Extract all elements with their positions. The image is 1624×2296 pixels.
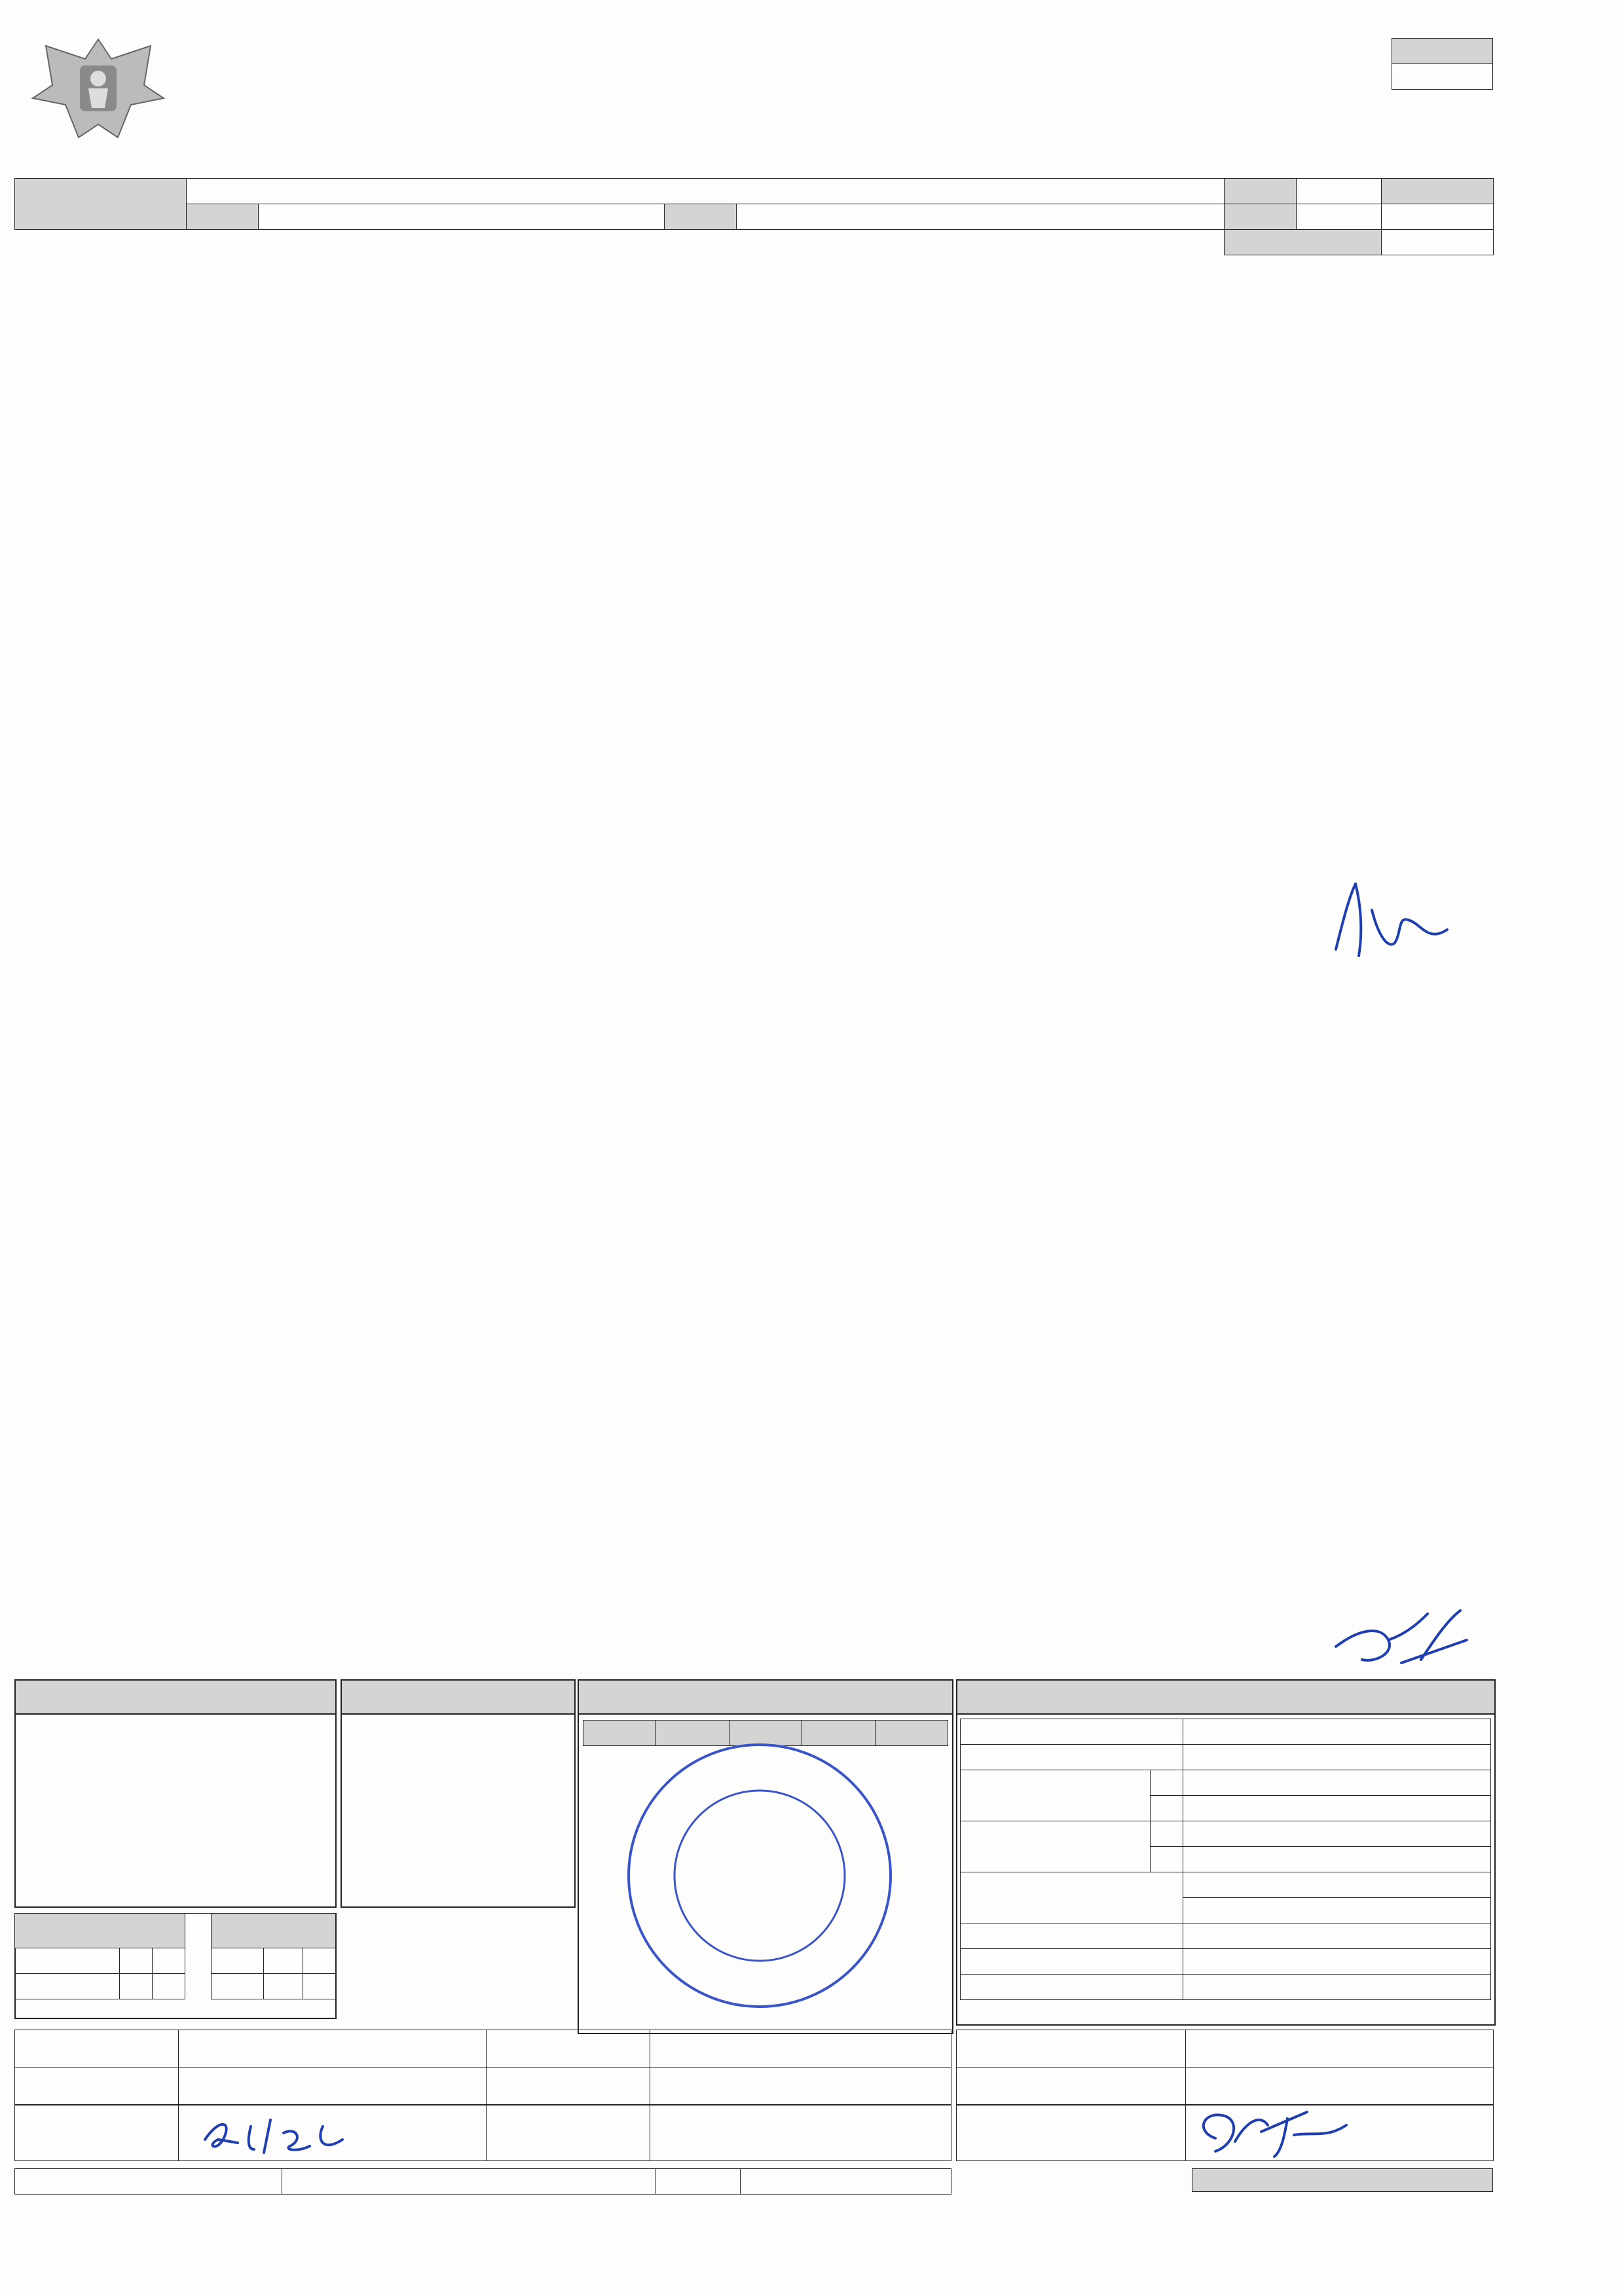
birth-year-label — [1225, 230, 1382, 255]
line-referee-label-1 — [487, 2030, 650, 2068]
registrars-label — [961, 1821, 1151, 1872]
time-value — [1297, 204, 1382, 230]
head-referee-label-2 — [15, 2068, 179, 2105]
officials-title — [957, 1681, 1494, 1715]
reserve-line-label — [961, 1949, 1183, 1975]
inspector-table — [956, 2030, 1494, 2105]
match-end-hour — [120, 1974, 153, 1999]
referees-table — [14, 2030, 951, 2105]
timekeeper-name — [1183, 1719, 1491, 1745]
secretary-signature — [1189, 2105, 1359, 2159]
city-value — [259, 204, 665, 230]
goal-judges-label — [961, 1872, 1183, 1923]
match-start-minute — [153, 1948, 185, 1974]
time-label — [1225, 204, 1297, 230]
informer-name — [1183, 1745, 1491, 1770]
line-referee-label-2 — [487, 2068, 650, 2105]
head-referee-signature — [192, 2107, 388, 2159]
timeout-a-min — [264, 1948, 303, 1974]
secretary-signature-label — [957, 2105, 1186, 2161]
informer-label — [961, 1745, 1183, 1770]
officials-table — [960, 1719, 1491, 2000]
date-label — [1225, 179, 1297, 204]
head-referee-1 — [179, 2030, 487, 2068]
remarks-table — [1192, 2168, 1493, 2192]
goal-judge-2 — [1183, 1898, 1491, 1923]
period-results-title — [16, 1681, 335, 1715]
hockey-russia-emblem — [20, 26, 177, 157]
inspector-label — [957, 2030, 1186, 2068]
remarks-label — [1192, 2169, 1493, 2192]
line-referee-2 — [650, 2068, 951, 2105]
competition-name — [187, 179, 1225, 204]
match-number — [1392, 64, 1493, 90]
chief-secretary-table — [14, 2168, 951, 2195]
penalty-judge-a — [1183, 1770, 1491, 1796]
match-end-minute — [153, 1974, 185, 1999]
officials-panel — [956, 1679, 1496, 2026]
registrar-a-label — [1151, 1821, 1183, 1847]
timekeeper-label — [961, 1719, 1183, 1745]
team-b-coach-signature — [1323, 1601, 1473, 1673]
timeout-a-sec — [303, 1948, 336, 1974]
secretary-signature-table — [956, 2105, 1494, 2161]
timeout-a-label — [212, 1948, 264, 1974]
chief-secretary-signature-label — [655, 2169, 741, 2195]
timeout-b-label — [212, 1974, 264, 1999]
secretary-name — [1186, 2068, 1494, 2105]
spectators-label — [1382, 179, 1494, 204]
line-referee-1 — [650, 2030, 951, 2068]
competition-label — [15, 179, 187, 230]
reserve-head-label — [961, 1923, 1183, 1949]
competition-info — [14, 178, 1494, 255]
period-results-panel — [14, 1679, 337, 1908]
match-start-hour — [120, 1948, 153, 1974]
match-start-label — [15, 1948, 120, 1974]
official-stamp — [619, 1735, 900, 2016]
shootout-title — [579, 1681, 952, 1715]
city-label — [187, 204, 259, 230]
penalty-judge-b-label — [1151, 1796, 1183, 1821]
penalty-judges-label — [961, 1770, 1151, 1821]
video-judge-label — [961, 1975, 1183, 2000]
head-referee-signature-label-2 — [487, 2105, 650, 2161]
match-time-table — [14, 1913, 336, 1999]
match-number-box — [1392, 38, 1493, 90]
head-referee-label-1 — [15, 2030, 179, 2068]
spectators-value — [1382, 204, 1494, 230]
timeout-title — [212, 1914, 336, 1948]
registrar-b-label — [1151, 1847, 1183, 1872]
penalty-judge-a-label — [1151, 1770, 1183, 1796]
birth-year-value — [1382, 230, 1494, 255]
head-referee-signature-label-1 — [15, 2105, 179, 2161]
arena-label — [665, 204, 737, 230]
match-number-label — [1392, 39, 1493, 64]
match-time-title — [15, 1914, 185, 1948]
date-value — [1297, 179, 1382, 204]
match-end-label — [15, 1974, 120, 1999]
match-time-panel — [14, 1913, 337, 2019]
arena-value — [737, 204, 1225, 230]
penalty-judge-b — [1183, 1796, 1491, 1821]
chief-secretary-label — [15, 2169, 282, 2195]
head-referee-2 — [179, 2068, 487, 2105]
goal-judge-1 — [1183, 1872, 1491, 1898]
goalie-time-panel — [341, 1679, 576, 1908]
referee-signatures — [14, 2105, 951, 2161]
goalie-time-title — [342, 1681, 574, 1715]
secretary-label — [957, 2068, 1186, 2105]
team-a-coach-signature — [1316, 871, 1460, 969]
